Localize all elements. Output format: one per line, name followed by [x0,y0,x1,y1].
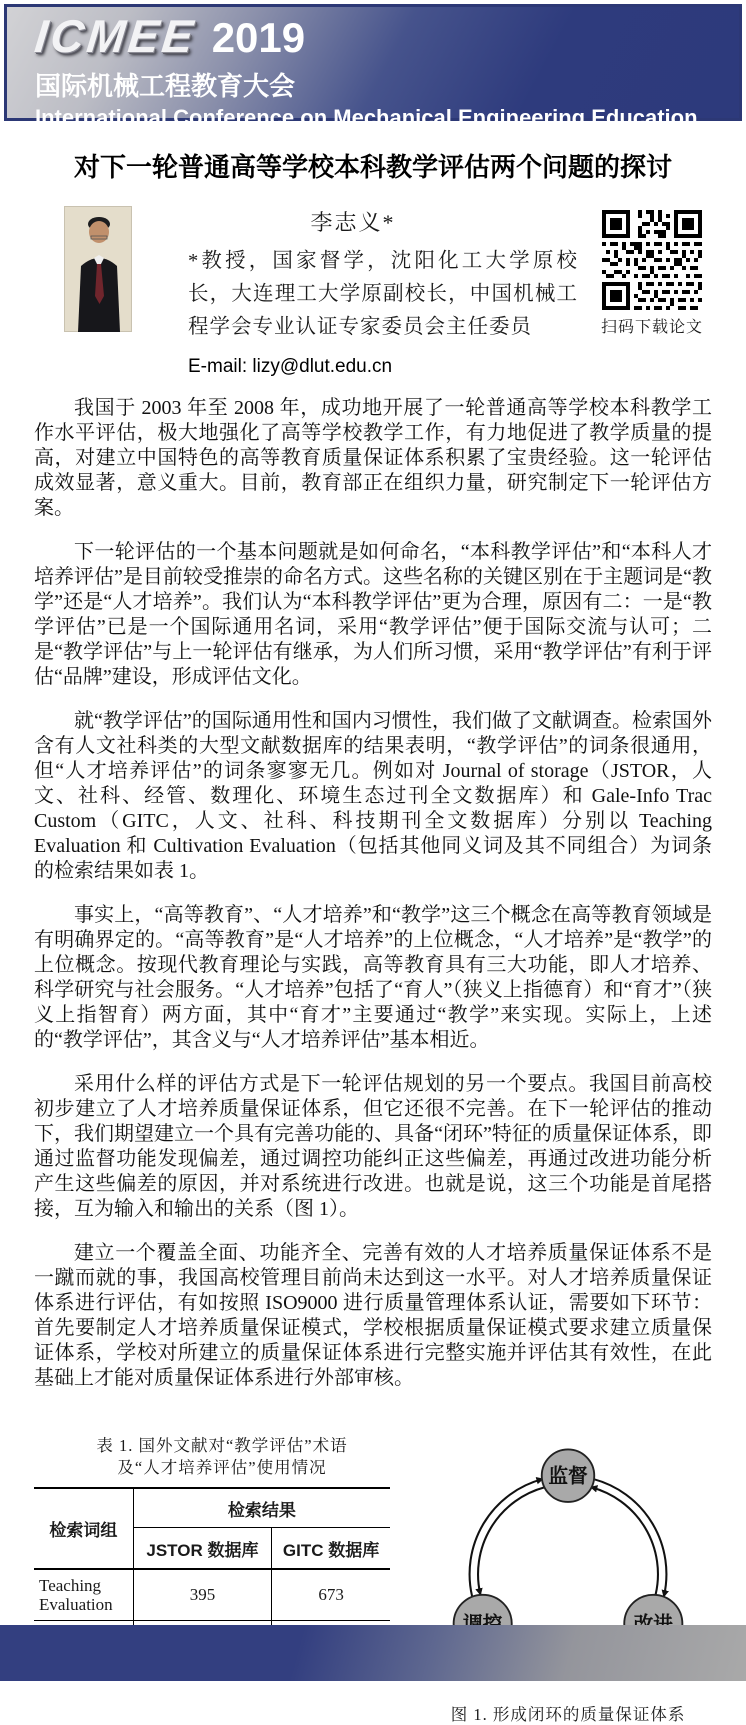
conference-banner [4,4,742,130]
icmee-logo: ICMEE [32,10,199,62]
arrow-right-down [594,1479,667,1596]
table1-caption-line1: 表 1. 国外文献对“教学评估”术语 [96,1436,348,1455]
author-email: E-mail: lizy@dlut.edu.cn [188,356,393,377]
conference-title-cn: 国际机械工程教育大会 [35,71,296,101]
table1-block [34,1435,410,1725]
figure1-caption: 图 1. 形成闭环的质量保证体系 [450,1705,686,1724]
table1-header-gitc: GITC 数据库 [272,1528,390,1570]
table1-header-term: 检索词组 [34,1488,133,1569]
table1-caption [34,1435,410,1479]
paper-title: 对下一轮普通高等学校本科教学评估两个问题的探讨 [73,152,672,182]
footer-bar [0,1625,746,1681]
banner-logo-row [32,9,739,63]
body-paragraph-5: 采用什么样的评估方式是下一轮评估规划的另一个要点。我国目前高校初步建立了人才培养质量保证体系，但它还很不完善。在下一轮评估的推动下，我们期望建立一个具有完善功能的、具备“闭环”特征的质量保证体系，即通过监督功能发现偏差，通过调控功能纠正这些偏差，再通过改进功能分析产生这些偏差的原因，并对系统进行改进。也就是说，这三个功能是首尾搭接，互为输入和输出的关系（图 1）。 [34,1073,712,1220]
body-paragraph-2: 下一轮评估的一个基本问题就是如何命名，“本科教学评估”和“本科人才培养评估”是目前较受推崇的命名方式。这些名称的关键区别在于主题词是“教学”还是“人才培养”。我们认为“本科教学评估”更为合理，原因有二：一是“教学评估”已是一个国际通用名词，采用“教学评估”便于国际交流与认可；二是“教学评估”与上一轮评估有继承，为人们所习惯，采用“教学评估”有利于评估“品牌”建设，形成评估文化。 [34,541,712,688]
table1-row1-jstor: 395 [133,1569,271,1621]
table1-header-results: 检索结果 [133,1488,390,1528]
body-paragraph-4: 事实上，“高等教育”、“人才培养”和“教学”这三个概念在高等教育领域是有明确界定的。“高等教育”是“人才培养”的上位概念，“人才培养”是“教学”的上位概念。按现代教育理论与实践，高等教育具有三大功能，即人才培养、科学研究与社会服务。“人才培养”包括了“育人”（狭义上指德育）和“育才”（狭义上指智育）两方面，其中“育才”主要通过“教学”来实现。实际上，上述的“教学评估”，其含义与“人才培养评估”基本相近。 [34,904,712,1051]
author-affiliation: *教授，国家督学，沈阳化工大学原校长，大连理工大学原副校长，中国机械工程学会专业认证专家委员会主任委员 [188,250,578,338]
qr-block [588,206,716,378]
author-block [64,206,716,378]
table-row [34,1569,390,1621]
conference-year: 2019 [211,14,306,61]
conference-title-en: International Conference on Mechanical Engineering Education [35,105,698,130]
author-photo [64,206,132,332]
arrow-left-down [478,1487,545,1594]
table1-header-jstor: JSTOR 数据库 [133,1528,271,1570]
table1-row1-term: Teaching Evaluation [34,1569,133,1621]
author-info [132,206,588,378]
qr-code [602,210,702,310]
table1-row1-gitc: 673 [272,1569,390,1621]
arrow-left-up [470,1479,543,1596]
arrow-right-up [591,1487,658,1594]
body-paragraph-3: 就“教学评估”的国际通用性和国内习惯性，我们做了文献调查。检索国外含有人文社科类的大型文献数据库的结果表明，“教学评估”的词条很通用，但“人才培养评估”的词条寥寥无几。例如对 Journal of storage（JSTOR，人文、社科、经管、数理化、环境生态过刊全文数据库）和 Gale-Info Trac Custom（GITC，人文、社科、科技期刊全文数据库）分别以 Teaching Evaluation 和 Cultivation Evaluation（包括其他同义词及其不同组合）为词条的检索结果如表 1。 [34,710,712,882]
node-supervision-label: 监督 [548,1465,588,1488]
table-figure-row [34,1435,726,1725]
body-paragraph-1: 我国于 2003 年至 2008 年，成功地开展了一轮普通高等学校本科教学工作水平评估，极大地强化了高等学校教学工作，有力地促进了教学质量的提高，对建立中国特色的高等教育质量保证体系积累了宝贵经验。这一轮评估成效显著，意义重大。目前，教育部正在组织力量，研究制定下一轮评估方案。 [34,397,712,519]
author-portrait-image [64,206,132,332]
paper-body [34,396,712,1391]
body-paragraph-6: 建立一个覆盖全面、功能齐全、完善有效的人才培养质量保证体系不是一蹴而就的事，我国高校管理目前尚未达到这一水平。对人才培养质量保证体系进行评估，有如按照 ISO9000 进行质量管理体系认证，需要如下环节：首先要制定人才培养质量保证模式，学校根据质量保证模式要求建立质量保证体系，学校对所建立的质量保证体系进行完整实施并评估其有效性，在此基础上才能对质量保证体系进行外部审核。 [34,1242,712,1389]
table1-caption-line2: 及“人才培养评估”使用情况 [117,1458,327,1477]
figure1-block [410,1435,726,1725]
author-name: 李志义* [310,210,396,235]
qr-caption: 扫码下载论文 [600,319,703,336]
